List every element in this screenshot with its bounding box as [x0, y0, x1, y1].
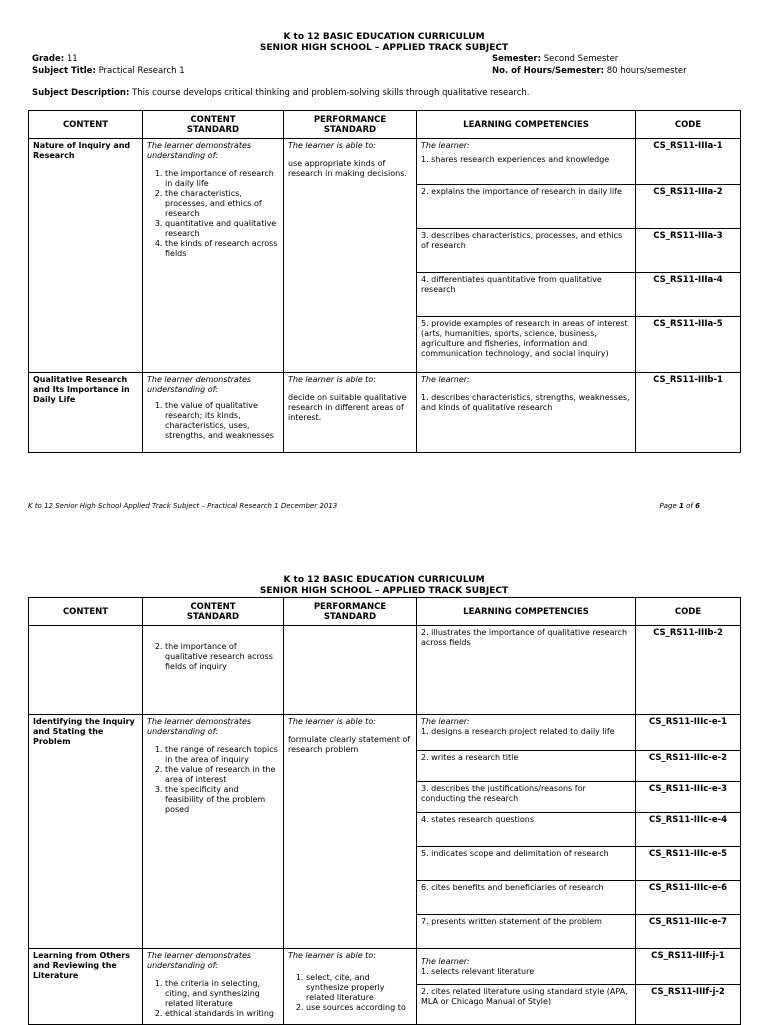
content-cell: Qualitative Research and Its Importance in Daily Life	[29, 373, 143, 453]
hours-line	[492, 66, 687, 77]
description-value: This course develops critical thinking and problem-solving skills through qualitative research.	[132, 88, 530, 98]
header-performance-standard: PERFORMANCE STANDARD	[284, 111, 417, 139]
competency-cell: 6. cites benefits and beneficiaries of research	[417, 881, 636, 915]
page-2	[0, 530, 768, 1024]
competency-cell: The learner: 1. describes characteristics, strengths, weaknesses, and kinds of qualitative research	[417, 373, 636, 453]
content-cell: Learning from Others and Reviewing the Literature	[29, 949, 143, 1025]
content-standard-cell: The learner demonstrates understanding of: 1. the value of qualitative research; its kinds, characteristics, uses, strengths, and weaknesses	[143, 373, 284, 453]
semester-value: Second Semester	[543, 54, 619, 64]
code-cell: CS_RS11-IIIa-5	[636, 317, 741, 373]
code-cell: CS_RS11-IIIc-e-2	[636, 751, 741, 782]
table-header-row	[29, 598, 741, 626]
code-cell: CS_RS11-IIIc-e-6	[636, 881, 741, 915]
header-code: CODE	[636, 111, 741, 139]
list-item: 1. select, cite, and synthesize properly related literature	[306, 973, 412, 1003]
track-title: SENIOR HIGH SCHOOL – APPLIED TRACK SUBJECT	[259, 43, 509, 53]
code-cell: CS_RS11-IIIa-4	[636, 273, 741, 317]
table-row	[29, 949, 741, 985]
code-cell: CS_RS11-IIIa-1	[636, 139, 741, 185]
list-item: 2. ethical standards in writing	[165, 1009, 279, 1019]
list-item: 2. use sources according to	[306, 1003, 412, 1013]
list-item: 4. the kinds of research across fields	[165, 239, 279, 259]
competency-cell: 5. indicates scope and delimitation of research	[417, 847, 636, 881]
hours-value: 80 hours/semester	[606, 66, 687, 76]
table-row	[29, 715, 741, 751]
subject-value: Practical Research 1	[98, 66, 185, 76]
header-content-standard: CONTENT STANDARD	[143, 111, 284, 139]
page-number: Page 1 of 6	[659, 502, 700, 510]
code-cell: CS_RS11-IIIa-3	[636, 229, 741, 273]
table-row	[29, 139, 741, 185]
list-item: 2. the value of research in the area of interest	[165, 765, 279, 785]
list-item: 1. the criteria in selecting, citing, and synthesizing related literature	[165, 979, 279, 1009]
description-line	[32, 88, 530, 99]
track-title: SENIOR HIGH SCHOOL – APPLIED TRACK SUBJECT	[259, 586, 509, 596]
competency-cell: The learner: 1. selects relevant literature	[417, 949, 636, 985]
content-standard-cell: The learner demonstrates understanding of: 1. the range of research topics in the area of inquiry 2. the value of research in the area of interest 3. the specificity and feasibility of the problem posed	[143, 715, 284, 949]
content-cell	[29, 626, 143, 715]
curriculum-title: K to 12 BASIC EDUCATION CURRICULUM	[283, 575, 485, 585]
code-cell: CS_RS11-IIIc-e-3	[636, 782, 741, 813]
header-content: CONTENT	[29, 598, 143, 626]
competency-cell: 4. differentiates quantitative from qualitative research	[417, 273, 636, 317]
content-standard-cell	[143, 626, 284, 715]
semester-label: Semester:	[492, 54, 541, 64]
competency-cell: 3. describes characteristics, processes, and ethics of research	[417, 229, 636, 273]
competency-cell: The learner: 1. shares research experiences and knowledge	[417, 139, 636, 185]
list-item: 1. the value of qualitative research; its kinds, characteristics, uses, strengths, and weaknesses	[165, 401, 279, 441]
performance-standard-cell: The learner is able to: use appropriate kinds of research in making decisions.	[284, 139, 417, 373]
performance-standard-cell: The learner is able to: decide on suitable qualitative research in different areas of interest.	[284, 373, 417, 453]
header-content: CONTENT	[29, 111, 143, 139]
list-item: 1. the range of research topics in the area of inquiry	[165, 745, 279, 765]
grade-value: 11	[66, 54, 78, 64]
list-item: 3. quantitative and qualitative research	[165, 219, 279, 239]
grade-line	[32, 54, 78, 65]
competency-cell: 2. illustrates the importance of qualitative research across fields	[417, 626, 636, 715]
code-cell: CS_RS11-IIIf-j-1	[636, 949, 741, 985]
competency-cell: 3. describes the justifications/reasons for conducting the research	[417, 782, 636, 813]
content-standard-cell: The learner demonstrates understanding of: 1. the importance of research in daily life 2. the characteristics, processes, and ethics of research 3. quantitative and qualitative research 4. the kinds of research across fields	[143, 139, 284, 373]
performance-standard-cell: The learner is able to: 1. select, cite, and synthesize properly related literature 2. use sources according to	[284, 949, 417, 1025]
code-cell: CS_RS11-IIIb-2	[636, 626, 741, 715]
table-row	[29, 626, 741, 715]
code-cell: CS_RS11-IIIf-j-2	[636, 985, 741, 1025]
content-cell: Identifying the Inquiry and Stating the Problem	[29, 715, 143, 949]
code-cell: CS_RS11-IIIc-e-1	[636, 715, 741, 751]
competency-cell: 5. provide examples of research in areas of interest (arts, humanities, sports, science, business, agriculture and fisheries, information and communication technology, and social inquiry)	[417, 317, 636, 373]
performance-standard-cell	[284, 626, 417, 715]
footer-text: K to 12 Senior High School Applied Track Subject – Practical Research 1 December 2013	[28, 502, 338, 510]
header-learning-competencies: LEARNING COMPETENCIES	[417, 111, 636, 139]
curriculum-table-page-2	[28, 597, 741, 1025]
semester-line	[492, 54, 618, 65]
table-row	[29, 373, 741, 453]
code-cell: CS_RS11-IIIc-e-4	[636, 813, 741, 847]
content-standard-cell: The learner demonstrates understanding of: 1. the criteria in selecting, citing, and synthesizing related literature 2. ethical standards in writing	[143, 949, 284, 1025]
code-cell: CS_RS11-IIIc-e-5	[636, 847, 741, 881]
competency-cell: 2. writes a research title	[417, 751, 636, 782]
list-item: 3. the specificity and feasibility of the problem posed	[165, 785, 279, 815]
competency-cell: The learner: 1. designs a research project related to daily life	[417, 715, 636, 751]
performance-standard-cell: The learner is able to: formulate clearly statement of research problem	[284, 715, 417, 949]
code-cell: CS_RS11-IIIa-2	[636, 185, 741, 229]
code-cell: CS_RS11-IIIc-e-7	[636, 915, 741, 949]
description-label: Subject Description:	[32, 88, 130, 98]
subject-label: Subject Title:	[32, 66, 96, 76]
grade-label: Grade:	[32, 54, 65, 64]
table-header-row	[29, 111, 741, 139]
header-learning-competencies: LEARNING COMPETENCIES	[417, 598, 636, 626]
header-performance-standard: PERFORMANCE STANDARD	[284, 598, 417, 626]
header-content-standard: CONTENT STANDARD	[143, 598, 284, 626]
competency-cell: 2. explains the importance of research in daily life	[417, 185, 636, 229]
list-item: 2. the importance of qualitative research across fields of inquiry	[165, 642, 279, 672]
list-item: 2. the characteristics, processes, and ethics of research	[165, 189, 279, 219]
subject-line	[32, 66, 185, 77]
competency-cell: 7. presents written statement of the problem	[417, 915, 636, 949]
curriculum-table-page-1	[28, 110, 741, 453]
hours-label: No. of Hours/Semester:	[492, 66, 604, 76]
curriculum-title: K to 12 BASIC EDUCATION CURRICULUM	[283, 32, 485, 42]
competency-cell: 4. states research questions	[417, 813, 636, 847]
header-code: CODE	[636, 598, 741, 626]
competency-cell: 2. cites related literature using standard style (APA, MLA or Chicago Manual of Style)	[417, 985, 636, 1025]
content-cell: Nature of Inquiry and Research	[29, 139, 143, 373]
list-item: 1. the importance of research in daily life	[165, 169, 279, 189]
code-cell: CS_RS11-IIIb-1	[636, 373, 741, 453]
